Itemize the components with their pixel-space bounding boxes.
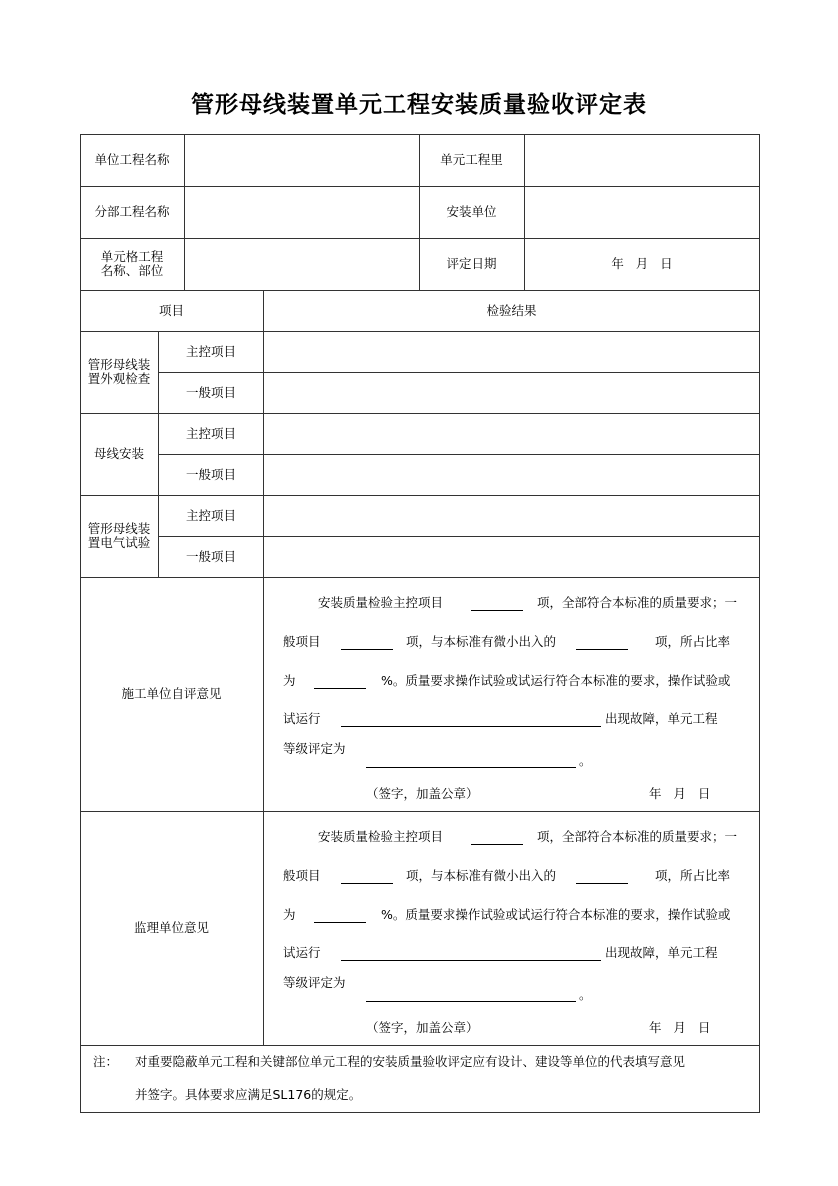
opinion-text: 项，与本标准有微小出入的 (406, 868, 557, 883)
general-item-label: 一般项目 (185, 384, 236, 400)
field-install-unit[interactable] (525, 186, 759, 238)
blank-fill-line[interactable] (471, 610, 523, 611)
blank-fill-line[interactable] (341, 883, 393, 884)
label-install-unit: 安装单位 (446, 204, 497, 219)
main-item-label: 主控项目 (185, 343, 236, 359)
supervisor-opinion-label: 监理单位意见 (133, 920, 209, 935)
opinion-text: 等级评定为 (283, 741, 346, 756)
main-item-label: 主控项目 (185, 507, 236, 523)
opinion-text: 等级评定为 (283, 975, 346, 990)
opinion-text: 项，所占比率 (655, 868, 731, 883)
opinion-text: 般项目 (283, 634, 321, 649)
form-title: 管形母线装置单元工程安装质量验收评定表 (191, 92, 647, 118)
group-electrical-test (80, 495, 158, 577)
opinion-text: 项，全部符合本标准的质量要求；一 (537, 829, 738, 844)
result-field[interactable] (264, 454, 759, 495)
opinion-text: 出现故障，单元工程 (605, 711, 718, 726)
group-label: 管形母线装 (87, 357, 151, 372)
opinion-text: 安装质量检验主控项目 (318, 829, 444, 844)
result-field[interactable] (264, 536, 759, 577)
general-item-label: 一般项目 (185, 466, 236, 482)
field-cell-name[interactable] (185, 238, 419, 290)
contractor-self-evaluation-label: 施工单位自评意见 (121, 686, 222, 701)
opinion-text: 为 (283, 673, 296, 688)
field-division-project-name[interactable] (185, 186, 419, 238)
result-field[interactable] (264, 413, 759, 454)
blank-fill-line[interactable] (341, 726, 601, 727)
opinion-text: 试运行 (283, 945, 321, 960)
label-division-project-name: 分部工程名称 (94, 204, 170, 219)
opinion-text: 安装质量检验主控项目 (318, 595, 444, 610)
blank-fill-line[interactable] (341, 649, 393, 650)
opinion-text: 试运行 (283, 711, 321, 726)
blank-fill-line[interactable] (366, 767, 576, 768)
group-appearance-check (80, 331, 158, 413)
note-label: 注： (93, 1054, 119, 1069)
opinion-text: 项，所占比率 (655, 634, 731, 649)
blank-fill-line[interactable] (341, 960, 601, 961)
opinion-text: 。 (579, 753, 592, 768)
opinion-text: 项，与本标准有微小出入的 (406, 634, 557, 649)
divider (80, 1045, 759, 1046)
opinion-text: %。质量要求操作试验或试运行符合本标准的要求，操作试验或 (381, 907, 731, 922)
opinion-text: 为 (283, 907, 296, 922)
blank-fill-line[interactable] (366, 1001, 576, 1002)
opinion-text: %。质量要求操作试验或试运行符合本标准的要求，操作试验或 (381, 673, 731, 688)
signature-note: （签字，加盖公章） (366, 786, 479, 801)
field-unit-project-name[interactable] (185, 134, 419, 186)
main-item-label: 主控项目 (185, 425, 236, 441)
group-label: 置电气试验 (87, 535, 151, 550)
signature-date: 年 月 日 (649, 1020, 711, 1035)
result-field[interactable] (264, 495, 759, 536)
label-line: 名称、部位 (100, 263, 164, 278)
label-unit-project-name: 单位工程名称 (94, 152, 170, 167)
label-line: 单元格工程 (100, 249, 164, 264)
signature-date: 年 月 日 (649, 786, 711, 801)
result-header: 检验结果 (486, 302, 537, 318)
field-unit-quantity[interactable] (525, 134, 759, 186)
note-line: 并签字。具体要求应满足SL176的规定。 (135, 1087, 362, 1102)
field-eval-date[interactable]: 年 月 日 (611, 256, 673, 271)
blank-fill-line[interactable] (576, 649, 628, 650)
blank-fill-line[interactable] (314, 688, 366, 689)
note-line: 对重要隐蔽单元工程和关键部位单元工程的安装质量验收评定应有设计、建设等单位的代表填写意见 (135, 1054, 686, 1069)
result-field[interactable] (264, 372, 759, 413)
general-item-label: 一般项目 (185, 548, 236, 564)
group-busbar-install: 母线安装 (93, 446, 144, 461)
blank-fill-line[interactable] (576, 883, 628, 884)
opinion-text: 。 (579, 987, 592, 1002)
blank-fill-line[interactable] (471, 844, 523, 845)
result-field[interactable] (264, 331, 759, 372)
group-label: 置外观检查 (87, 371, 151, 386)
group-label: 管形母线装 (87, 521, 151, 536)
blank-fill-line[interactable] (314, 922, 366, 923)
signature-note: （签字，加盖公章） (366, 1020, 479, 1035)
opinion-text: 般项目 (283, 868, 321, 883)
label-eval-date: 评定日期 (446, 256, 497, 271)
opinion-text: 项，全部符合本标准的质量要求；一 (537, 595, 738, 610)
label-cell-name (80, 238, 184, 290)
item-header: 项目 (158, 302, 184, 318)
label-unit-quantity: 单元工程里 (440, 152, 503, 167)
opinion-text: 出现故障，单元工程 (605, 945, 718, 960)
